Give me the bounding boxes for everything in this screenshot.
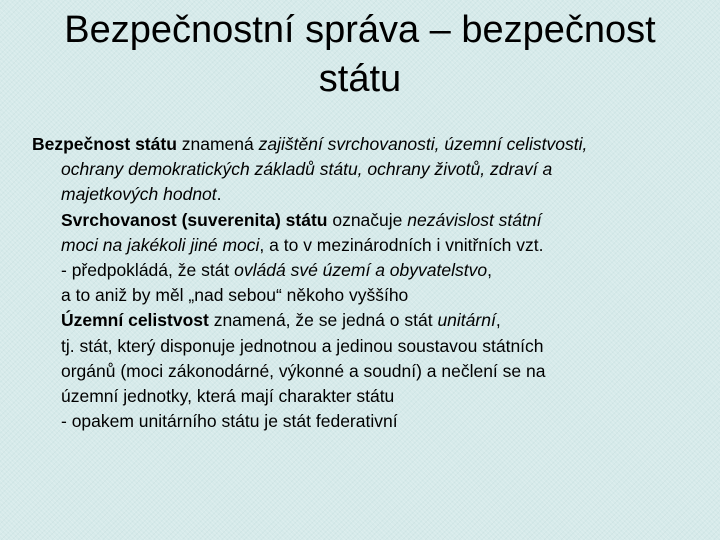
paragraph-uzemni-celistvost [32,308,692,434]
body-text: a to aniž by měl „nad sebou“ někoho vyššího [61,285,409,306]
paragraph-line [32,182,692,207]
body-text: znamená, že se jedná o stát [208,310,438,331]
body-text: - předpokládá, že stát [61,260,235,281]
emphasis-text: moci na jakékoli jiné moci [61,234,260,255]
body-text: označuje [327,209,408,230]
emphasis-text: nezávislost státní [407,209,542,230]
slide-title-line-1: Bezpečnostní správa – bezpečnost [64,9,656,51]
term-bold: Bezpečnost státu [32,134,177,154]
body-text: znamená [176,134,259,154]
paragraph-line [32,233,692,258]
emphasis-text: ochrany demokratických základů státu, ochrany životů, zdraví a [61,159,553,180]
paragraph-svrchovanost [32,208,692,309]
body-text: územní jednotky, která mají charakter státu [61,386,395,407]
body-text: , a to v mezinárodních i vnitřních vzt. [259,234,544,255]
paragraph-line [32,384,692,409]
emphasis-text: zajištění svrchovanosti, územní celistvosti, [258,134,588,154]
paragraph-line [32,157,692,182]
body-text: tj. stát, který disponuje jednotnou a jedinou soustavou státních [61,335,544,356]
paragraph-line [32,208,692,233]
slide-title-line-2: státu [318,58,402,100]
paragraph-line [32,283,692,308]
emphasis-text: majetkových hodnot [61,184,217,205]
body-text: , [487,260,492,281]
paragraph-line [32,132,692,157]
paragraph-line [32,308,692,333]
body-text: - opakem unitárního státu je stát federativní [61,411,398,432]
emphasis-text: unitární [437,310,496,331]
paragraph-line [32,334,692,359]
term-bold: Územní celistvost [61,310,209,331]
body-text: , [495,310,501,331]
emphasis-text: ovládá své území a obyvatelstvo [234,260,488,281]
body-text: . [216,184,222,205]
slide-title [20,6,700,104]
paragraph-bezpecnost-statu [32,132,692,208]
slide-body [32,132,692,434]
body-text: orgánů (moci zákonodárné, výkonné a soudní) a nečlení se na [61,360,546,381]
paragraph-line [32,409,692,434]
paragraph-line [32,258,692,283]
term-bold: Svrchovanost (suverenita) státu [61,209,328,230]
paragraph-line [32,359,692,384]
